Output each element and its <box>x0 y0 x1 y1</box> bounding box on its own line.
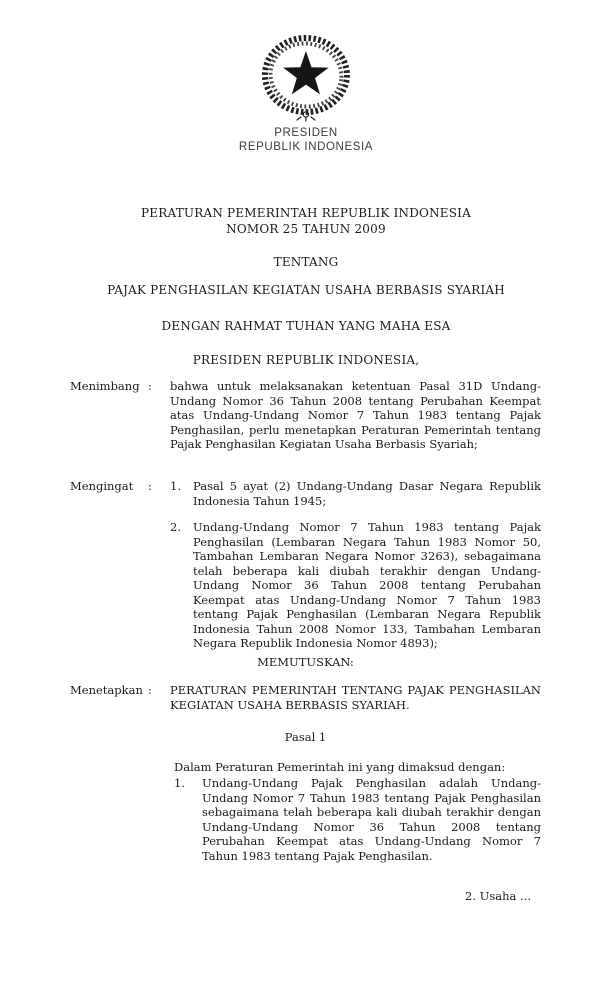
mengingat-item-text: Pasal 5 ayat (2) Undang-Undang Dasar Negara Republik Indonesia Tahun 1945; <box>193 479 541 508</box>
mengingat-item-number: 1. <box>170 479 181 493</box>
mengingat-label: Mengingat <box>70 479 134 493</box>
mengingat-item <box>170 479 541 508</box>
mengingat-item-text: Undang-Undang Nomor 7 Tahun 1983 tentang Pajak Penghasilan (Lembaran Negara Tahun 1983 Nomor 50, Tambahan Lembaran Negara Nomor 3263), sebagaimana telah beberapa kali diubah terakhir dengan Undang-Undang Nomor 36 Tahun 2008 tentang Perubahan Keempat atas Undang-Undang Nomor 7 Tahun 1983 tentang Pajak Penghasilan (Lembaran Negara Republik Indonesia Tahun 2008 Nomor 133, Tambahan Lembaran Negara Republik Indonesia Nomor 4893); <box>193 520 541 650</box>
pasal-1-heading: Pasal 1 <box>284 730 327 744</box>
emblem-caption-line1: PRESIDEN <box>274 127 338 139</box>
pasal-1-intro: Dalam Peraturan Pemerintah ini yang dimaksud dengan: <box>174 760 506 774</box>
issuer-line: PRESIDEN REPUBLIK INDONESIA, <box>192 353 420 367</box>
mengingat-item <box>170 520 541 651</box>
page-catchword: 2. Usaha ... <box>465 889 531 903</box>
pasal-1-item-text: Undang-Undang Pajak Penghasilan adalah Undang-Undang Nomor 7 Tahun 1983 tentang Pajak Penghasilan sebagaimana telah beberapa kali diubah terakhir dengan Undang-Undang Nomor 36 Tahun 2008 tentang Perubahan Keempat atas Undang-Undang Nomor 7 Tahun 1983 tentang Pajak Penghasilan. <box>202 776 541 863</box>
pasal-1-item <box>174 776 541 863</box>
memutuskan-heading: MEMUTUSKAN: <box>257 655 354 669</box>
mengingat-items <box>170 479 541 651</box>
mengingat-item-number: 2. <box>170 520 181 534</box>
invocation-line: DENGAN RAHMAT TUHAN YANG MAHA ESA <box>161 319 451 333</box>
menimbang-colon: : <box>148 379 152 393</box>
title-block <box>0 205 612 368</box>
menimbang-label: Menimbang <box>70 379 140 393</box>
menimbang-text: bahwa untuk melaksanakan ketentuan Pasal 31D Undang-Undang Nomor 36 Tahun 2008 tentang Perubahan Keempat atas Undang-Undang Nomor 7 Tahun 1983 tentang Pajak Penghasilan, perlu menetapkan Peraturan Pemerintah tentang Pajak Penghasilan Kegiatan Usaha Berbasis Syariah; <box>170 379 541 451</box>
star-wreath-emblem-icon <box>256 31 356 123</box>
regulation-subject: PAJAK PENGHASILAN KEGIATAN USAHA BERBASIS SYARIAH <box>107 283 505 297</box>
mengingat-colon: : <box>148 479 152 493</box>
menimbang-section <box>70 379 541 452</box>
menetapkan-section <box>70 683 541 712</box>
pasal-1-list <box>174 776 541 863</box>
emblem-caption-line2: REPUBLIK INDONESIA <box>238 141 374 153</box>
emblem-block <box>239 31 373 154</box>
tentang-heading: TENTANG <box>273 255 339 269</box>
regulation-title-line1: PERATURAN PEMERINTAH REPUBLIK INDONESIA <box>141 206 471 220</box>
pasal-1-item-number: 1. <box>174 776 185 790</box>
menetapkan-text: PERATURAN PEMERINTAH TENTANG PAJAK PENGHASILAN KEGIATAN USAHA BERBASIS SYARIAH. <box>170 683 541 712</box>
regulation-title-line2: NOMOR 25 TAHUN 2009 <box>226 222 386 236</box>
mengingat-section <box>70 479 541 651</box>
menetapkan-label: Menetapkan <box>70 683 143 697</box>
menetapkan-colon: : <box>148 683 152 697</box>
